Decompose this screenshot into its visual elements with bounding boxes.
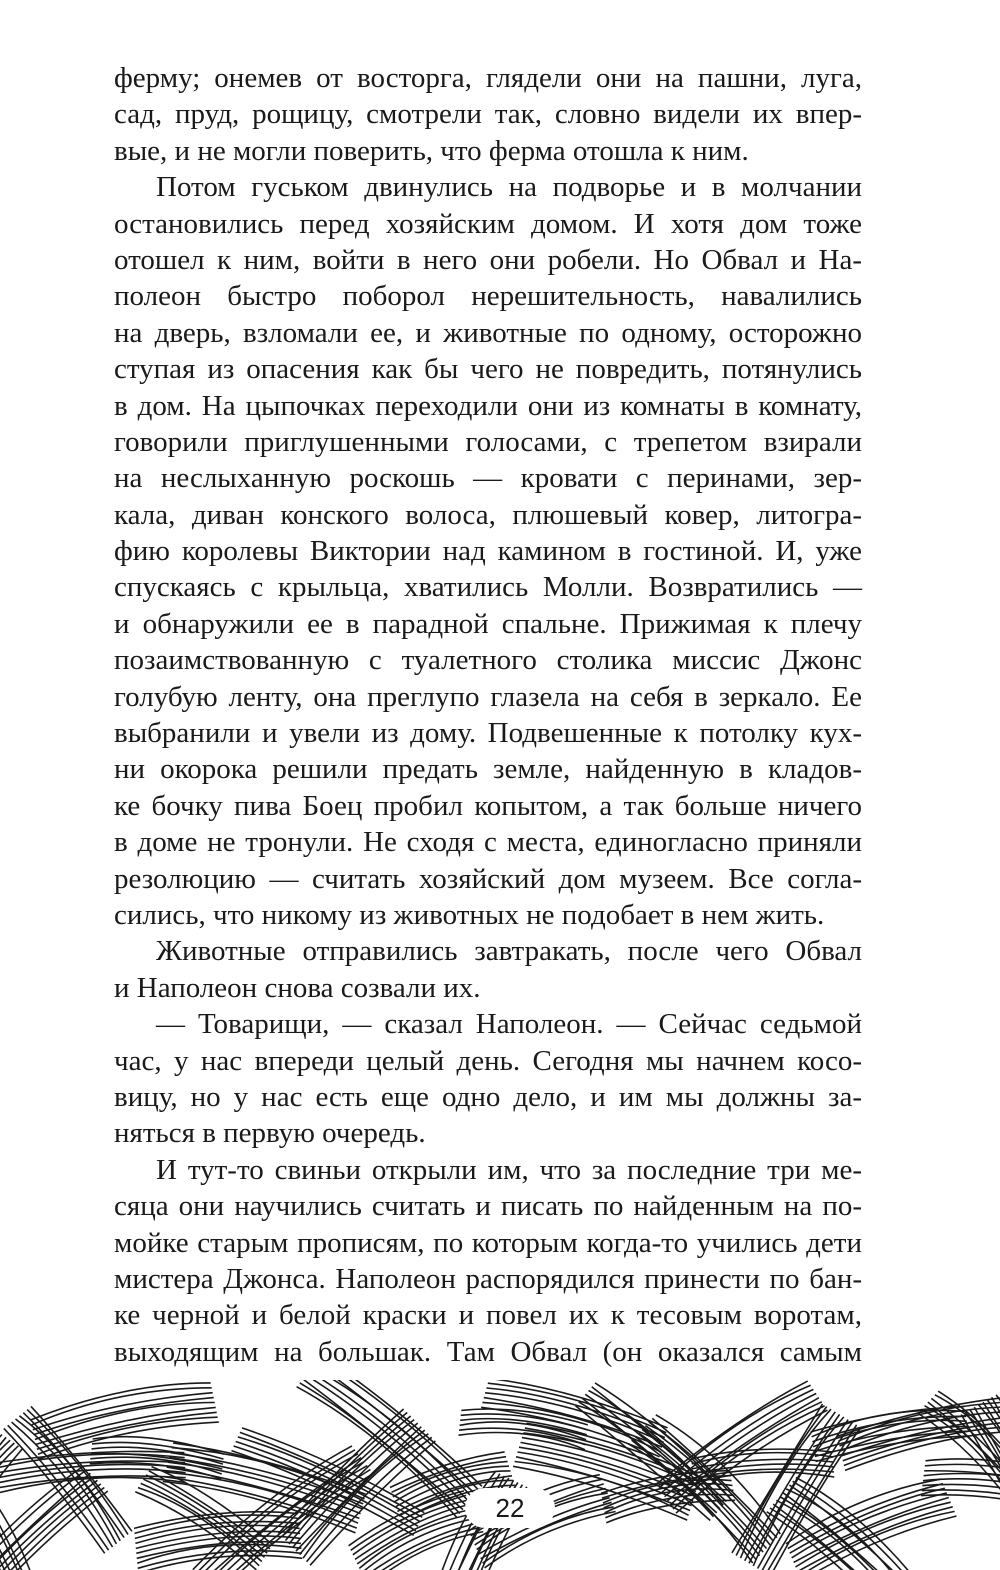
text-line: сяца они научились считать и писать по найденным на по- bbox=[114, 1190, 862, 1223]
text-line: в дом. На цыпочках переходили они из комнаты в комнату, bbox=[114, 389, 862, 422]
text-line: И тут-то свиньи открыли им, что за последние три ме- bbox=[156, 1153, 862, 1186]
text-line: полеон быстро поборол нерешительность, навалились bbox=[114, 280, 862, 313]
text-line: ни окорока решили предать земле, найденную в кладов- bbox=[114, 753, 862, 786]
page-text-body bbox=[114, 60, 862, 1370]
text-line: на неслыханную роскошь — кровати с перинами, зер- bbox=[114, 462, 862, 495]
text-line: фию королевы Виктории над камином в гостиной. И, уже bbox=[114, 535, 862, 568]
text-line: голубую ленту, она преглупо глазела на себя в зеркало. Ее bbox=[114, 680, 862, 713]
text-line: и обнаружили ее в парадной спальне. Прижимая к плечу bbox=[114, 607, 862, 640]
text-line: спускаясь с крыльца, хватились Молли. Возвратились — bbox=[114, 571, 862, 604]
text-line: ферму; онемев от восторга, глядели они на пашни, луга, bbox=[114, 62, 862, 94]
text-line: — Товарищи, — сказал Наполеон. — Сейчас седьмой bbox=[156, 1008, 862, 1041]
paragraph bbox=[114, 60, 862, 169]
text-line: Потом гуськом двинулись на подворье и в молчании bbox=[156, 171, 862, 204]
text-line: кала, диван конского волоса, плюшевый ковер, литогра- bbox=[114, 498, 862, 531]
text-line: ступая из опасения как бы чего не повредить, потянулись bbox=[114, 353, 862, 386]
paragraph bbox=[114, 169, 862, 933]
text-line: остановились перед хозяйским домом. И хотя дом тоже bbox=[114, 207, 862, 240]
text-line: отошел к ним, войти в него они робели. Но Обвал и На- bbox=[114, 243, 862, 276]
text-line: сад, пруд, рощицу, смотрели так, словно видели их впер- bbox=[114, 98, 862, 131]
text-line: Животные отправились завтракать, после чего Обвал bbox=[156, 935, 862, 968]
text-line: на дверь, взломали ее, и животные по одному, осторожно bbox=[114, 316, 862, 349]
text-line: выбранили и увели из дому. Подвешенные к потолку кух- bbox=[114, 717, 862, 750]
text-line: мистера Джонса. Наполеон распорядился принести по бан- bbox=[114, 1262, 862, 1295]
text-line: вицу, но у нас есть еще одно дело, и им мы должны за- bbox=[114, 1080, 862, 1113]
text-line: ке черной и белой краски и повел их к тесовым воротам, bbox=[114, 1299, 862, 1332]
text-line: няться в первую очередь. bbox=[114, 1117, 426, 1150]
paragraph bbox=[114, 933, 862, 1006]
text-line: мойке старым прописям, по которым когда-то учились дети bbox=[114, 1226, 862, 1259]
paragraph bbox=[114, 1006, 862, 1152]
straw-ornament-decoration bbox=[0, 1380, 1000, 1570]
text-line: резолюцию — считать хозяйский дом музеем. Все согла- bbox=[114, 862, 862, 895]
text-line: час, у нас впереди целый день. Сегодня мы начнем косо- bbox=[114, 1044, 862, 1077]
text-line: вые, и не могли поверить, что ферма отошла к ним. bbox=[114, 134, 749, 167]
text-line: сились, что никому из животных не подобает в нем жить. bbox=[114, 898, 825, 931]
text-line: и Наполеон снова созвали их. bbox=[114, 971, 481, 1004]
text-line: в доме не тронули. Не сходя с места, единогласно приняли bbox=[114, 826, 862, 859]
text-line: говорили приглушенными голосами, с трепетом взирали bbox=[114, 425, 862, 458]
page-number: 22 bbox=[465, 1488, 555, 1528]
text-line: позаимствованную с туалетного столика миссис Джонс bbox=[114, 644, 862, 677]
text-line: выходящим на большак. Там Обвал (он оказался самым bbox=[114, 1335, 862, 1368]
text-line: ке бочку пива Боец пробил копытом, а так больше ничего bbox=[114, 789, 862, 822]
straw-bundle bbox=[0, 1484, 40, 1570]
paragraph bbox=[114, 1152, 862, 1370]
